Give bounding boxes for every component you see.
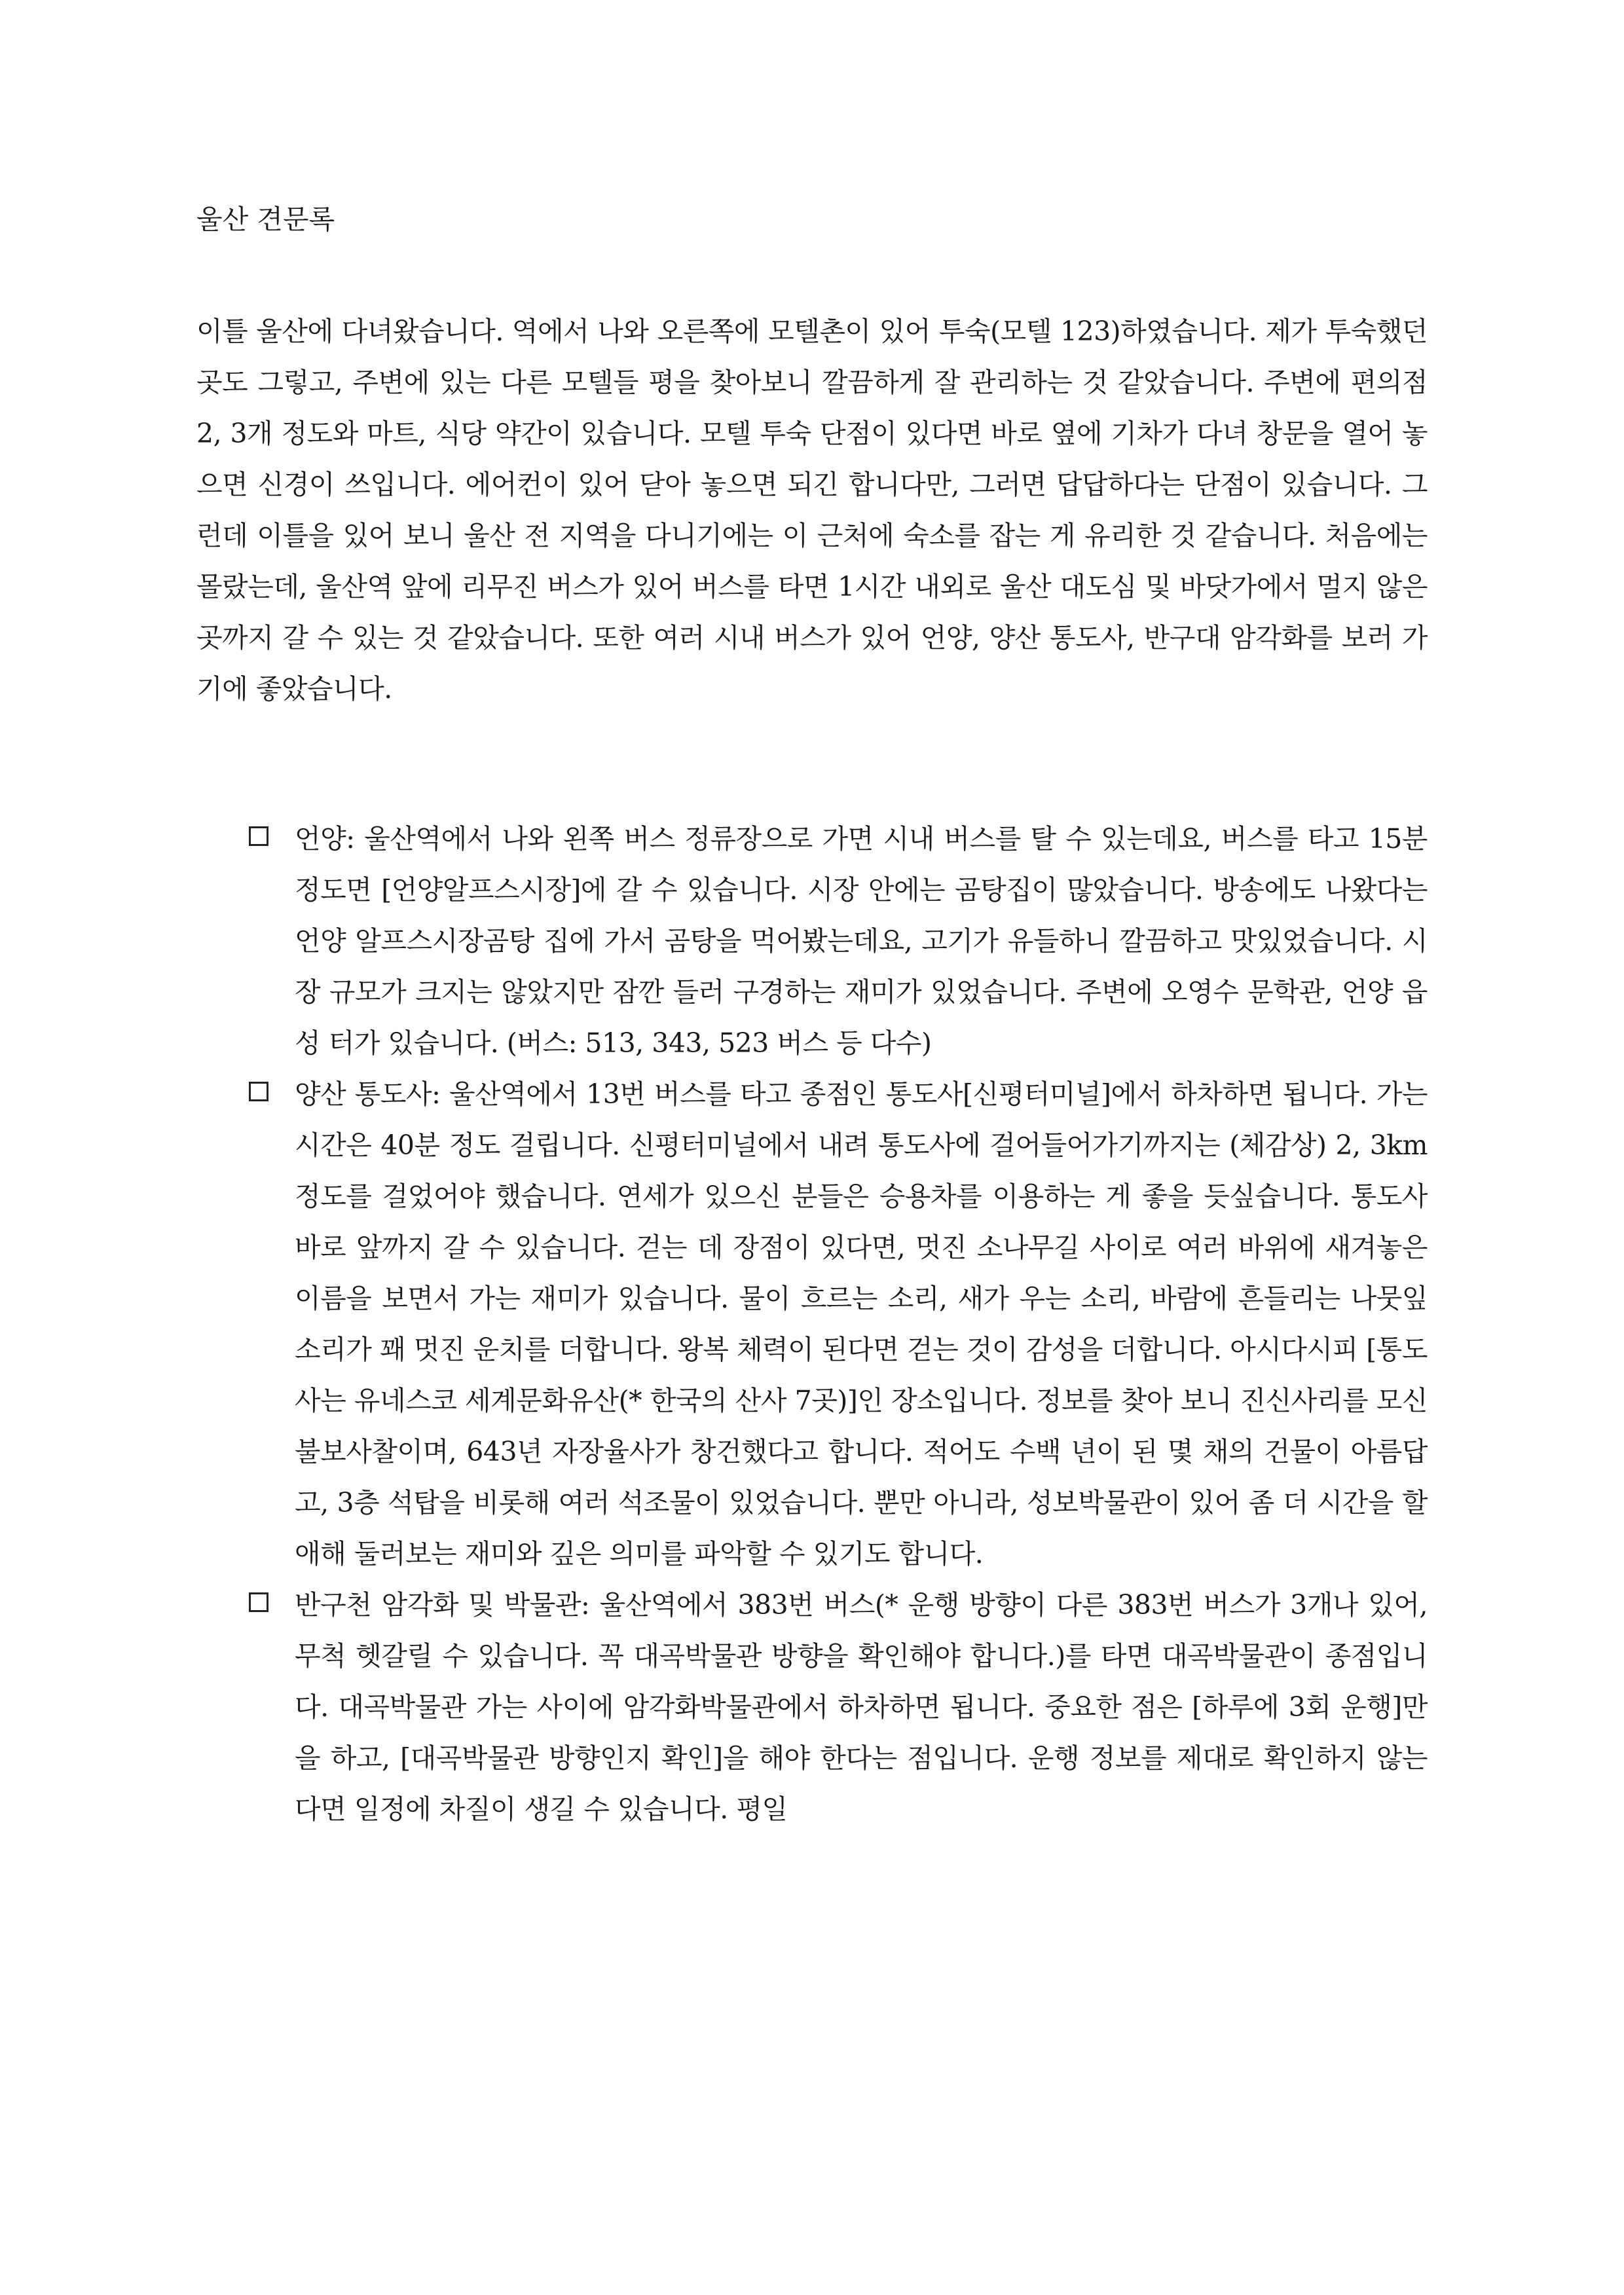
checkbox-icon (249, 826, 268, 846)
checklist-item-eonyang (249, 813, 1428, 1069)
checkbox-icon (249, 1082, 268, 1101)
intro-paragraph: 이틀 울산에 다녀왔습니다. 역에서 나와 오른쪽에 모텔촌이 있어 투숙(모텔 123)하였습니다. 제가 투숙했던 곳도 그렇고, 주변에 있는 다른 모텔들 평을 찾아보니 깔끔하게 잘 관리하는 것 같았습니다. 주변에 편의점 2, 3개 정도와 마트, 식당 약간이 있습니다. 모텔 투숙 단점이 있다면 바로 옆에 기차가 다녀 창문을 열어 놓으면 신경이 쓰입니다. 에어컨이 있어 닫아 놓으면 되긴 합니다만, 그러면 답답하다는 단점이 있습니다. 그런데 이틀을 있어 보니 울산 전 지역을 다니기에는 이 근처에 숙소를 잡는 게 유리한 것 같습니다. 처음에는 몰랐는데, 울산역 앞에 리무진 버스가 있어 버스를 타면 1시간 내외로 울산 대도심 및 바닷가에서 멀지 않은 곳까지 갈 수 있는 것 같았습니다. 또한 여러 시내 버스가 있어 언양, 양산 통도사, 반구대 암각화를 보러 가기에 좋았습니다. (196, 316, 1428, 705)
checklist-item-text: 양산 통도사: 울산역에서 13번 버스를 타고 종점인 통도사[신평터미널]에서 하차하면 됩니다. 가는 시간은 40분 정도 걸립니다. 신평터미널에서 내려 통도사에 걸어들어가기까지는 (체감상) 2, 3km 정도를 걸었어야 했습니다. 연세가 있으신 분들은 승용차를 이용하는 게 좋을 듯싶습니다. 통도사 바로 앞까지 갈 수 있습니다. 걷는 데 장점이 있다면, 멋진 소나무길 사이로 여러 바위에 새겨놓은 이름을 보면서 가는 재미가 있습니다. 물이 흐르는 소리, 새가 우는 소리, 바람에 흔들리는 나뭇잎 소리가 꽤 멋진 운치를 더합니다. 왕복 체력이 된다면 걷는 것이 감성을 더합니다. 아시다시피 [통도사는 유네스코 세계문화유산(* 한국의 산사 7곳)]인 장소입니다. 정보를 찾아 보니 진신사리를 모신 불보사찰이며, 643년 자장율사가 창건했다고 합니다. 적어도 수백 년이 된 몇 채의 건물이 아름답고, 3층 석탑을 비롯해 여러 석조물이 있었습니다. 뿐만 아니라, 성보박물관이 있어 좀 더 시간을 할애해 둘러보는 재미와 깊은 의미를 파악할 수 있기도 합니다. (295, 1078, 1428, 1570)
checklist (249, 813, 1428, 1835)
checklist-item-tongdosa (249, 1069, 1428, 1579)
document-title: 울산 견문록 (196, 204, 335, 235)
checklist-item-bangucheon (249, 1579, 1428, 1835)
checklist-item-text: 반구천 암각화 및 박물관: 울산역에서 383번 버스(* 운행 방향이 다른 383번 버스가 3개나 있어, 무척 헷갈릴 수 있습니다. 꼭 대곡박물관 방향을 확인해야 합니다.)를 타면 대곡박물관이 종점입니다. 대곡박물관 가는 사이에 암각화박물관에서 하차하면 됩니다. 중요한 점은 [하루에 3회 운행]만을 하고, [대곡박물관 방향인지 확인]을 해야 한다는 점입니다. 운행 정보를 제대로 확인하지 않는다면 일정에 차질이 생길 수 있습니다. 평일 (295, 1589, 1428, 1825)
checkbox-icon (249, 1592, 268, 1612)
checklist-item-text: 언양: 울산역에서 나와 왼쪽 버스 정류장으로 가면 시내 버스를 탈 수 있는데요, 버스를 타고 15분 정도면 [언양알프스시장]에 갈 수 있습니다. 시장 안에는 곰탕집이 많았습니다. 방송에도 나왔다는 언양 알프스시장곰탕 집에 가서 곰탕을 먹어봤는데요, 고기가 유들하니 깔끔하고 맛있었습니다. 시장 규모가 크지는 않았지만 잠깐 들러 구경하는 재미가 있었습니다. 주변에 오영수 문학관, 언양 읍성 터가 있습니다. (버스: 513, 343, 523 버스 등 다수) (295, 823, 1428, 1059)
